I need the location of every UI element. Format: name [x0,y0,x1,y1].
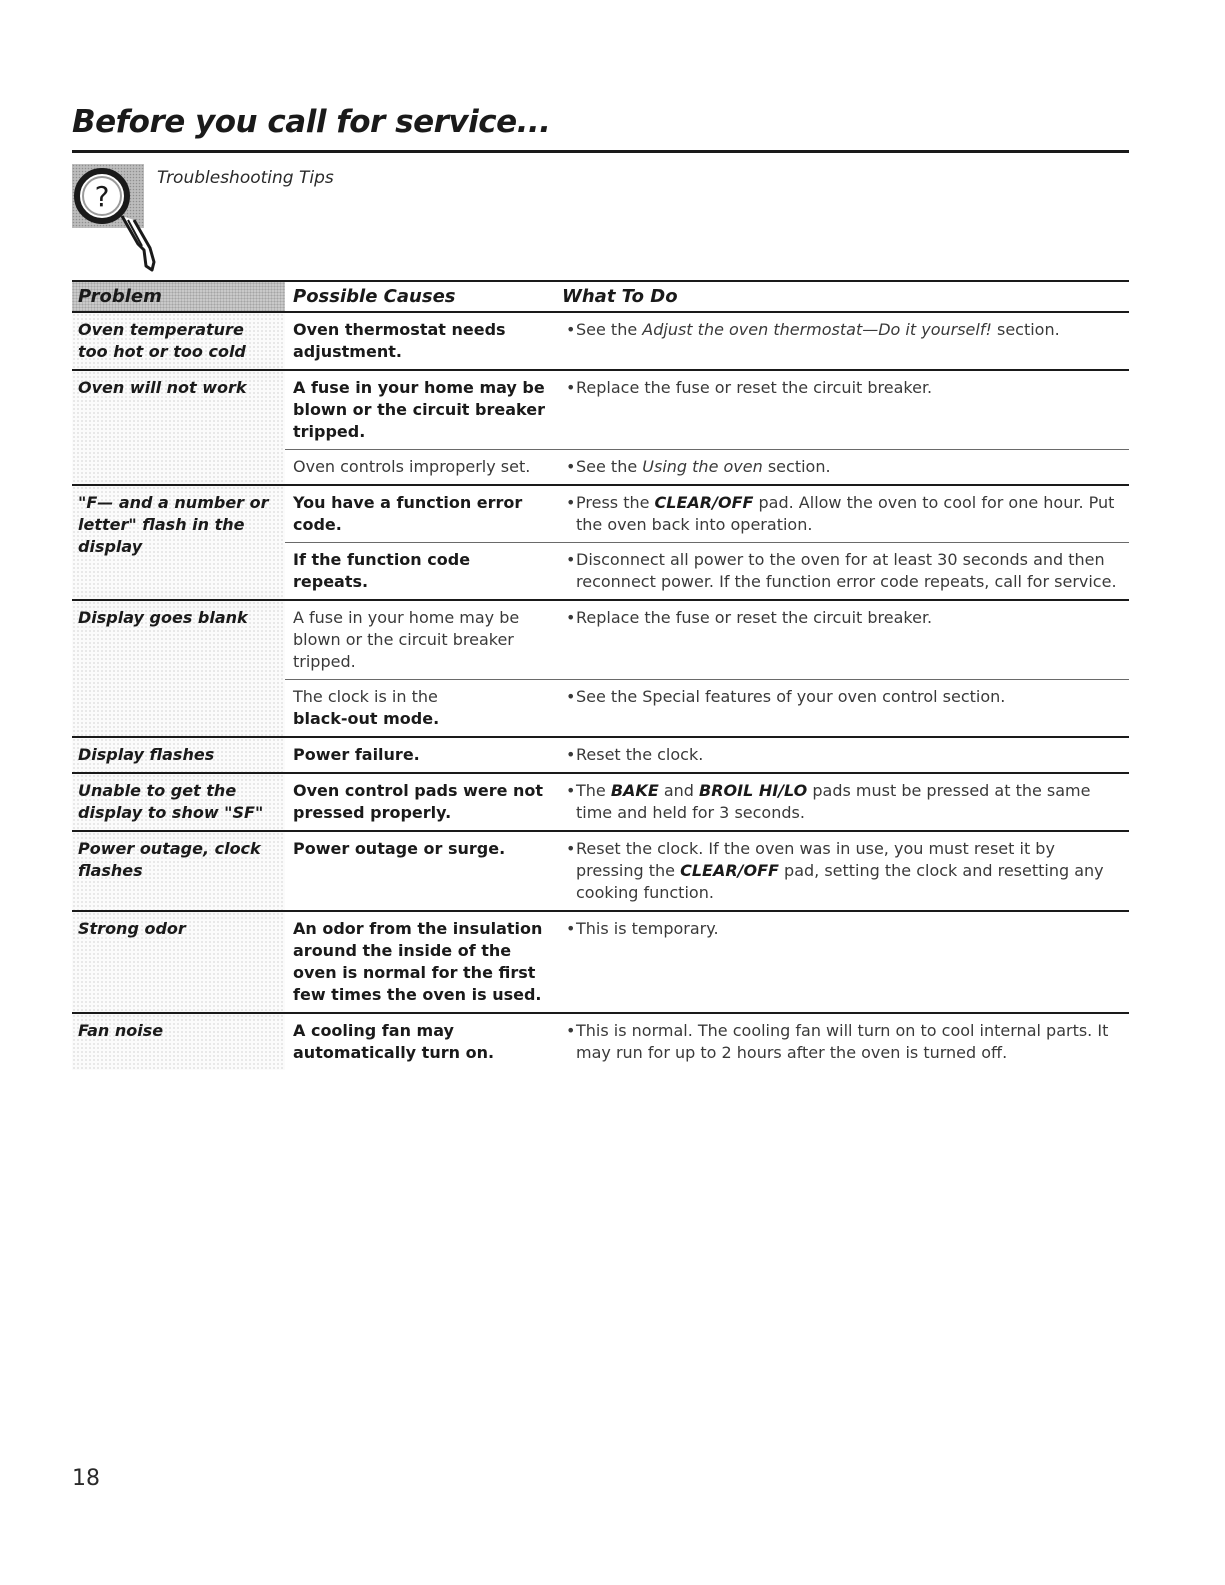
todo-text: Reset the clock. If the oven was in use, you must reset it by pressing the [576,839,1055,880]
todo-cell [554,600,1129,680]
page-number: 18 [72,1466,100,1491]
todo-cell [554,450,1129,486]
todo-text: Replace the fuse or reset the circuit breaker. [576,608,933,627]
bullet-icon: • [566,378,576,397]
section-reference: Adjust the oven thermostat—Do it yourself! [642,320,992,339]
cause-text: Oven controls improperly set. [293,457,531,476]
section-subtitle: Troubleshooting Tips [157,168,334,188]
todo-text: Press the [576,493,655,512]
bullet-icon: • [566,839,576,858]
cause-text: The clock is in the [293,687,438,706]
cause-cell [285,773,554,831]
todo-text: Reset the clock. [576,745,704,764]
cause-cell [285,485,554,543]
problem-cell: Oven temperature too hot or too cold [72,312,285,370]
todo-cell [554,737,1129,773]
bullet-icon: • [566,919,576,938]
title-divider [72,150,1129,153]
cause-text: If the function code repeats. [293,550,471,591]
table-row [72,370,1129,450]
cause-cell [285,680,554,738]
problem-cell: "F— and a number or letter" flash in the display [72,485,285,600]
cause-text: You have a function error code. [293,493,523,534]
cause-cell [285,450,554,486]
bullet-icon: • [566,608,576,627]
troubleshooting-table [72,280,1129,1070]
todo-text: This is temporary. [576,919,719,938]
section-reference: Using the oven [642,457,763,476]
todo-text: pads must be pressed at the same time and held for 3 seconds. [576,781,1091,822]
cause-cell [285,370,554,450]
table-row [72,1013,1129,1070]
control-pad-name: CLEAR/OFF [654,493,754,512]
control-pad-name: BROIL HI/LO [699,781,808,800]
table-row [72,600,1129,680]
cause-text: An odor from the insulation around the inside of the oven is normal for the first few times the oven is used. [293,919,543,1004]
cause-text: Power outage or surge. [293,839,506,858]
bullet-icon: • [566,687,576,706]
table-row [72,312,1129,370]
todo-text: section. [991,320,1060,339]
todo-cell [554,680,1129,738]
cause-cell [285,600,554,680]
svg-text:?: ? [94,180,110,213]
todo-cell [554,370,1129,450]
problem-cell: Strong odor [72,911,285,1013]
todo-cell [554,911,1129,1013]
cause-cell [285,543,554,601]
problem-cell: Oven will not work [72,370,285,485]
problem-cell: Display flashes [72,737,285,773]
cause-text: Oven thermostat needs adjustment. [293,320,506,361]
cause-cell [285,1013,554,1070]
todo-text: See the Special features of your oven control section. [576,687,1006,706]
page-title: Before you call for service... [72,104,551,140]
cause-text: Oven control pads were not pressed properly. [293,781,544,822]
cause-text: A fuse in your home may be blown or the circuit breaker tripped. [293,378,545,441]
cause-cell [285,831,554,911]
todo-cell [554,831,1129,911]
problem-cell: Power outage, clock flashes [72,831,285,911]
table-row [72,831,1129,911]
bullet-icon: • [566,781,576,800]
todo-text: This is normal. The cooling fan will turn on to cool internal parts. It may run for up to 2 hours after the oven is turned off. [576,1021,1109,1062]
cause-text: A cooling fan may automatically turn on. [293,1021,495,1062]
todo-text: Replace the fuse or reset the circuit breaker. [576,378,933,397]
table-header-row [72,281,1129,312]
table-row [72,911,1129,1013]
cause-emphasis: black-out mode. [293,709,440,728]
todo-text: Disconnect all power to the oven for at least 30 seconds and then reconnect power. If the function error code repeats, call for service. [576,550,1117,591]
table-row [72,773,1129,831]
column-header-problem: Problem [72,281,285,312]
bullet-icon: • [566,457,576,476]
bullet-icon: • [566,1021,576,1040]
todo-text: pad, setting the clock and resetting any cooking function. [576,861,1104,902]
problem-cell: Display goes blank [72,600,285,737]
bullet-icon: • [566,745,576,764]
todo-text: and [658,781,700,800]
cause-text: Power failure. [293,745,420,764]
column-header-causes: Possible Causes [285,281,554,312]
table-row [72,485,1129,543]
table-body [72,312,1129,1070]
bullet-icon: • [566,550,576,569]
problem-cell: Unable to get the display to show "SF" [72,773,285,831]
todo-cell [554,543,1129,601]
cause-text: A fuse in your home may be blown or the circuit breaker tripped. [293,608,520,671]
todo-cell [554,773,1129,831]
todo-text: The [576,781,611,800]
todo-text: See the [576,457,643,476]
todo-text: See the [576,320,643,339]
bullet-icon: • [566,320,576,339]
control-pad-name: BAKE [610,781,659,800]
todo-cell [554,312,1129,370]
table-row [72,737,1129,773]
todo-cell [554,1013,1129,1070]
cause-cell [285,312,554,370]
problem-cell: Fan noise [72,1013,285,1070]
todo-cell [554,485,1129,543]
control-pad-name: CLEAR/OFF [680,861,779,880]
todo-text: pad. Allow the oven to cool for one hour. Put the oven back into operation. [576,493,1115,534]
column-header-todo: What To Do [554,281,1129,312]
bullet-icon: • [566,493,576,512]
todo-text: section. [762,457,831,476]
cause-cell [285,737,554,773]
cause-cell [285,911,554,1013]
